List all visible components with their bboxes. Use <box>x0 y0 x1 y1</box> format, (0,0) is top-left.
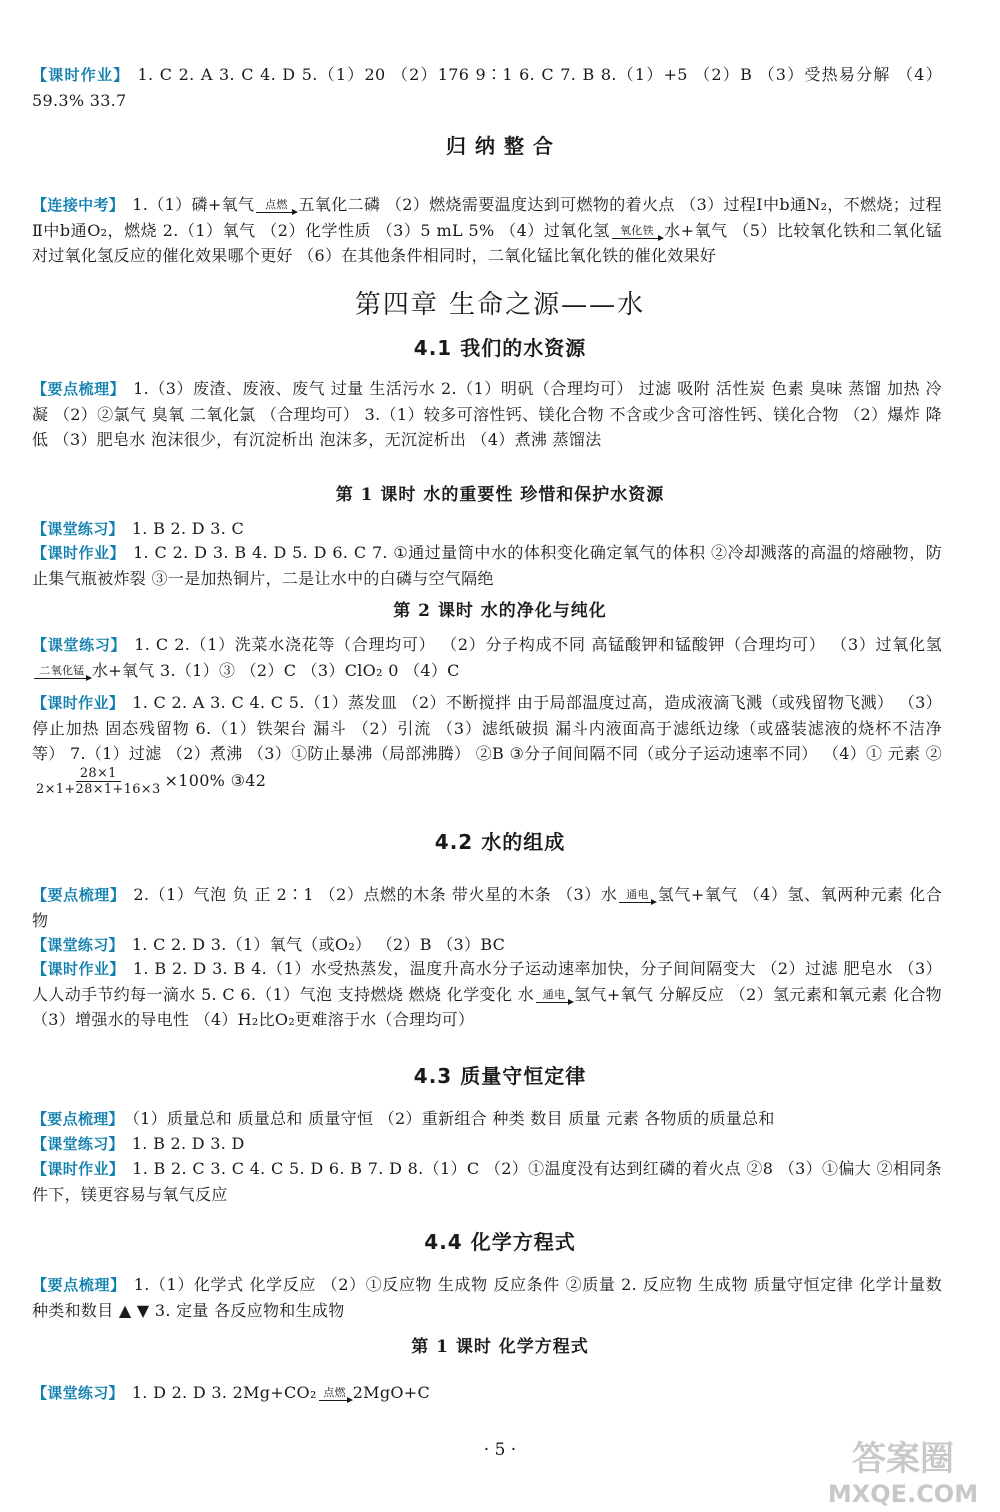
answer-text: 2MgO+C <box>352 1383 431 1402</box>
answer-text: 1. C 2. A 3. C 4. D 5.（1）20 （2）176 9∶1 6. C 7. B 8.（1）+5 （2）B （3）受热易分解 （4）59.3% 33.7 <box>32 65 942 110</box>
tag-label: 【课时作业】 <box>32 960 125 978</box>
paragraph-key-points-4-2 <box>32 882 942 933</box>
reaction-arrow <box>34 665 90 679</box>
paragraph-homework <box>32 1156 942 1207</box>
reaction-arrow <box>612 225 662 239</box>
answer-text: 水+氧气 3.（1）③ （2）C （3）ClO₂ 0 （4）C <box>92 661 460 680</box>
watermark-top-text: 答案圈 <box>852 1439 954 1479</box>
answer-text: 1. B 2. D 3. B 4.（1）水受热蒸发，温度升高水分子运动速率加快，分子间间隔变大 （2）过滤 肥皂水 （3）人人动手节约每一滴水 5. C 6.（1）气泡 支持燃烧 燃烧 化学变化 水 <box>32 959 942 1004</box>
reaction-condition: 通电 <box>542 987 566 1001</box>
answer-text: 1. B 2. C 3. C 4. C 5. D 6. B 7. D 8.（1）C （2）①温度没有达到红磷的着火点 ②8 （3）①偏大 ②相同条件下，镁更容易与氧气反应 <box>32 1159 942 1204</box>
watermark-logo <box>818 1432 988 1508</box>
tag-label: 【课堂练习】 <box>32 1384 124 1402</box>
lesson-title-4-4-1: 第 1 课时 化学方程式 <box>411 1337 589 1357</box>
paragraph-key-points-4-4 <box>32 1272 942 1323</box>
reaction-condition: 氧化铁 <box>619 223 654 237</box>
page-number: · 5 · <box>483 1440 517 1460</box>
paragraph-exam-link <box>32 192 942 268</box>
paragraph-homework <box>32 956 942 1032</box>
answer-text: （1）质量总和 质量总和 质量守恒 （2）重新组合 种类 数目 质量 元素 各物质的质量总和 <box>131 1109 775 1128</box>
paragraph-homework <box>32 690 942 797</box>
reaction-condition: 通电 <box>626 887 649 901</box>
answer-text: 水+氧气 （5）比较氧化铁和二氧化锰对过氧化氢反应的催化效果哪个更好 （6）在其他条件相同时，二氧化锰比氧化铁的催化效果好 <box>32 221 942 265</box>
tag-label: 【要点梳理】 <box>32 1110 124 1128</box>
tag-label: 【连接中考】 <box>32 196 125 214</box>
watermark-bottom-text: MXQE.COM <box>827 1480 979 1508</box>
reaction-arrow <box>256 199 296 213</box>
tag-label: 【课时作业】 <box>32 1160 125 1178</box>
reaction-arrow <box>619 889 655 903</box>
answer-text: 1. D 2. D 3. 2Mg+CO₂ <box>131 1383 317 1402</box>
paragraph-homework-3 <box>32 62 942 113</box>
answer-text: 1. C 2. D 3. B 4. D 5. D 6. C 7. ①通过量筒中水的体积变化确定氧气的体积 ②冷却溅落的高温的熔融物，防止集气瓶被炸裂 ③一是加热铜片，二是让水中的白磷与空气隔绝 <box>32 543 943 588</box>
paragraph-homework <box>32 540 942 591</box>
answer-text: 1.（3）废渣、废液、废气 过量 生活污水 2.（1）明矾（合理均可） 过滤 吸附 活性炭 色素 臭味 蒸馏 加热 冷凝 （2）②氯气 臭氧 二氧化氯 （合理均可） 3.（1）较多可溶性钙、镁化合物 不含或少含可溶性钙、镁化合物 （2）爆炸 降低 （3）肥皂水 泡沫很少，有沉淀析出 泡沫多，无沉淀析出 （4）煮沸 蒸馏法 <box>32 379 942 449</box>
tag-label: 【课堂练习】 <box>32 520 124 538</box>
tag-label: 【课时作业】 <box>32 66 130 84</box>
answer-text: ×100% ③42 <box>164 771 267 790</box>
lesson-title-4-1-1: 第 1 课时 水的重要性 珍惜和保护水资源 <box>335 485 665 505</box>
paragraph-key-points-4-1 <box>32 376 942 452</box>
tag-label: 【要点梳理】 <box>32 886 126 904</box>
answer-text: 1. B 2. D 3. D <box>131 1134 245 1153</box>
tag-label: 【课时作业】 <box>32 694 125 712</box>
reaction-arrow <box>536 989 572 1003</box>
paragraph-class-practice <box>32 1380 942 1406</box>
fraction-denominator: 2×1+28×1+16×3 <box>36 782 161 797</box>
paragraph-class-practice <box>32 632 942 683</box>
paragraph-class-practice <box>32 516 942 542</box>
tag-label: 【课堂练习】 <box>32 936 124 954</box>
tag-label: 【要点梳理】 <box>32 1276 126 1294</box>
lesson-title-4-1-2: 第 2 课时 水的净化与纯化 <box>393 601 607 621</box>
answer-text: 1.（1）化学式 化学反应 （2）①反应物 生成物 反应条件 ②质量 2. 反应物 生成物 质量守恒定律 化学计量数 种类和数目 ▲ ▼ 3. 定量 各反应物和生成物 <box>32 1275 942 1320</box>
tag-label: 【课堂练习】 <box>32 636 127 654</box>
section-title-4-1: 4.1 我们的水资源 <box>413 336 587 360</box>
section-title-4-3: 4.3 质量守恒定律 <box>413 1064 587 1088</box>
answer-text: 1. C 2.（1）洗菜水浇花等（合理均可） （2）分子构成不同 高锰酸钾和锰酸钾（合理均可） （3）过氧化氢 <box>134 635 942 654</box>
answer-text: 氢气+氧气 （4）氢、氧两种元素 化合物 <box>32 885 942 930</box>
tag-label: 【课时作业】 <box>32 544 126 562</box>
answer-text: 五氧化二磷 （2）燃烧需要温度达到可燃物的着火点 （3）过程Ⅰ中b通N₂，不燃烧；过程Ⅱ中b通O₂，燃烧 2.（1）氧气 （2）化学性质 （3）5 mL 5% （4）过氧化氢 <box>32 195 942 240</box>
paragraph-key-points-4-3 <box>32 1106 942 1132</box>
chapter-title: 第四章 生命之源——水 <box>354 290 646 320</box>
reaction-arrow <box>319 1387 351 1401</box>
paragraph-class-practice <box>32 1131 942 1157</box>
reaction-condition: 二氧化锰 <box>39 663 85 677</box>
answer-text: 1.（1）磷+氧气 <box>132 195 255 214</box>
section-title-4-4: 4.4 化学方程式 <box>424 1230 576 1254</box>
paragraph-class-practice <box>32 932 942 958</box>
answer-text: 1. B 2. D 3. C <box>131 519 245 538</box>
answer-text: 2.（1）气泡 负 正 2∶1 （2）点燃的木条 带火星的木条 （3）水 <box>133 885 618 904</box>
fraction <box>36 766 161 797</box>
answer-text: 1. C 2. A 3. C 4. C 5.（1）蒸发皿 （2）不断搅拌 由于局部温度过高，造成液滴飞溅（或残留物飞溅） （3）停止加热 固态残留物 6.（1）铁架台 漏斗 （2）引流 （3）滤纸破损 漏斗内液面高于滤纸边缘（或盛装滤液的烧杯不洁净等） 7.（1）过滤 （2）煮沸 （3）①防止暴沸（局部沸腾） ②B ③分子间间隔不同（或分子运动速率不同） （4）① 元素 ② <box>32 693 942 763</box>
reaction-condition: 点燃 <box>323 1385 346 1399</box>
answer-text: 1. C 2. D 3.（1）氧气（或O₂） （2）B （3）BC <box>131 935 506 954</box>
section-title-4-2: 4.2 水的组成 <box>434 830 566 854</box>
heading-summary: 归 纳 整 合 <box>446 134 554 158</box>
answer-text: 氢气+氧气 分解反应 （2）氢元素和氧元素 化合物 （3）增强水的导电性 （4）H₂比O₂更难溶于水（合理均可） <box>32 985 942 1029</box>
fraction-numerator: 28×1 <box>76 766 121 782</box>
tag-label: 【课堂练习】 <box>32 1135 124 1153</box>
reaction-condition: 点燃 <box>265 197 288 211</box>
tag-label: 【要点梳理】 <box>32 380 126 398</box>
